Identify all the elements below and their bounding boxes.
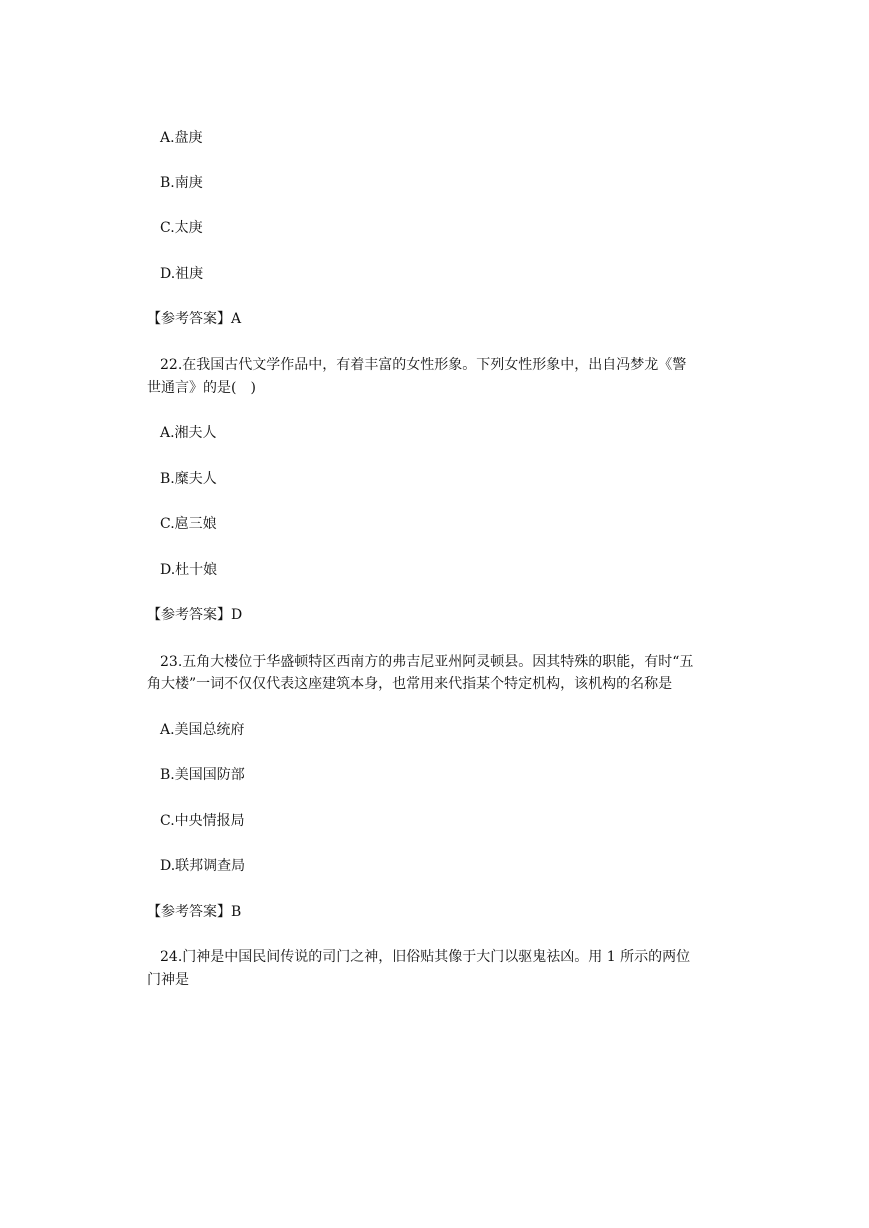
q22-option-b: B.糜夫人 <box>160 471 217 487</box>
q21-option-d: D.祖庚 <box>160 266 204 282</box>
q23-answer: 【参考答案】B <box>147 904 242 920</box>
q22-option-d: D.杜十娘 <box>160 562 218 578</box>
q21-option-a: A.盘庚 <box>160 130 203 146</box>
q24-stem-line1: 24.门神是中国民间传说的司门之神，旧俗贴其像于大门以驱鬼祛凶。用 1 所示的两位 <box>160 949 691 965</box>
q22-stem-line2: 世通言》的是( ) <box>147 380 256 396</box>
q23-option-a: A.美国总统府 <box>160 722 245 738</box>
q22-option-c: C.扈三娘 <box>160 516 217 532</box>
q21-option-c: C.太庚 <box>160 220 203 236</box>
q24-stem-line2: 门神是 <box>147 972 189 988</box>
q22-stem-line1: 22.在我国古代文学作品中，有着丰富的女性形象。下列女性形象中，出自冯梦龙《警 <box>160 357 687 373</box>
q21-answer: 【参考答案】A <box>147 311 242 327</box>
q22-answer: 【参考答案】D <box>147 607 243 623</box>
q23-option-c: C.中央情报局 <box>160 813 245 829</box>
q22-option-a: A.湘夫人 <box>160 425 217 441</box>
q23-stem-line1: 23.五角大楼位于华盛顿特区西南方的弗吉尼亚州阿灵顿县。因其特殊的职能，有时“五 <box>160 654 694 670</box>
q23-option-b: B.美国国防部 <box>160 767 245 783</box>
q23-option-d: D.联邦调查局 <box>160 858 246 874</box>
q21-option-b: B.南庚 <box>160 175 203 191</box>
q23-stem-line2: 角大楼”一词不仅仅代表这座建筑本身，也常用来代指某个特定机构，该机构的名称是 <box>147 676 673 692</box>
